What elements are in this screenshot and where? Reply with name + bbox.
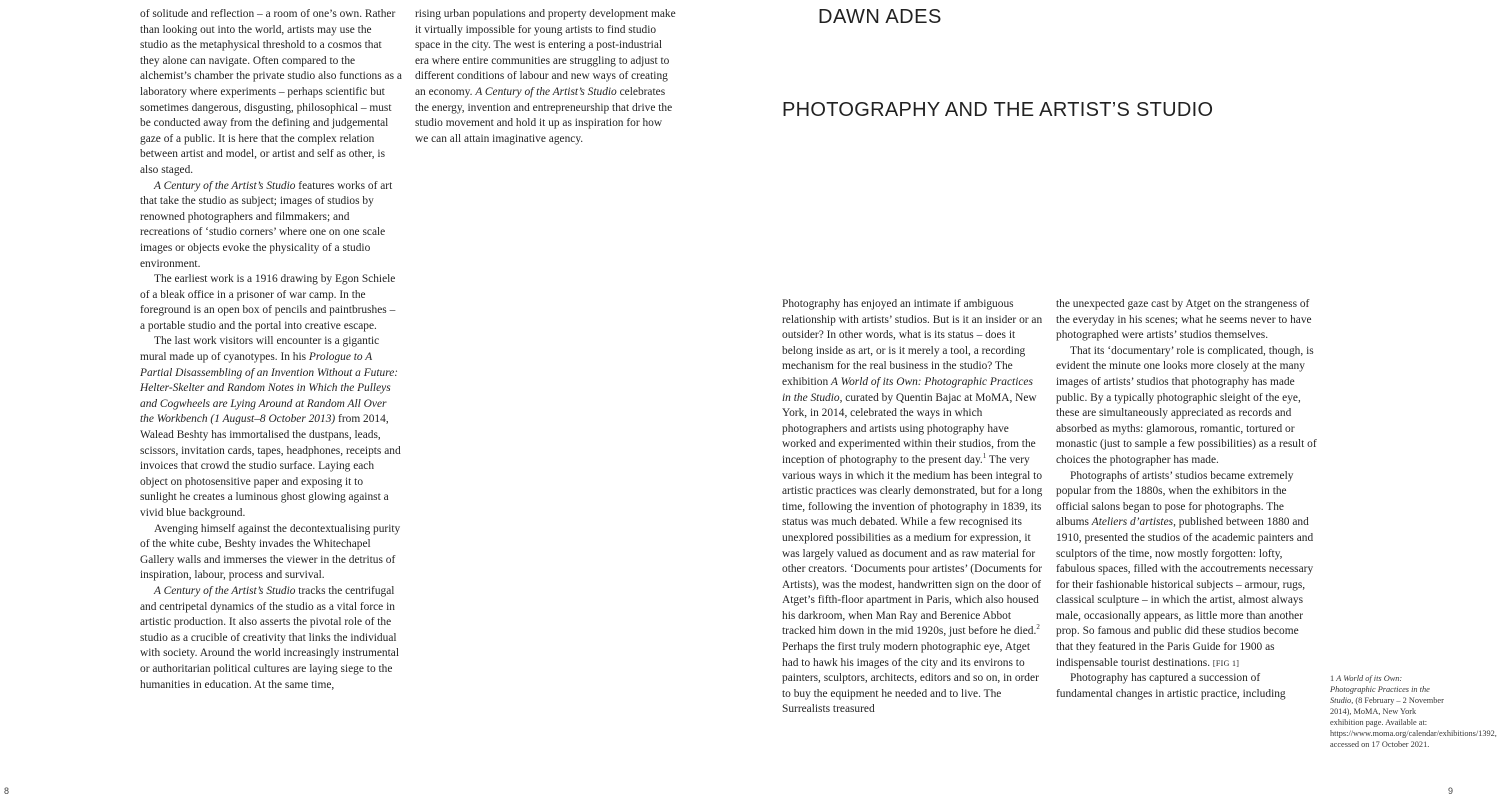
body-text-column-1 [140, 7, 402, 693]
paragraph [140, 7, 402, 179]
text-run: features works of art that take the studio as subject; images of studios by renowned photographers and filmmakers; and recreations of ‘studio corners’ where one on one scale images or objects evoke the physicality of a studio environment. [140, 179, 393, 270]
text-run: That its ‘documentary’ role is complicated, though, is evident the minute one looks more closely at the many images of artists’ studios that photography has made public. By a typically photographic sleight of the eye, these are simultaneously appreciated as records and absorbed as myths: glamorous, romantic, tortured or monastic (just to sample a few possibilities) as a result of choices the photographer has made. [1056, 344, 1317, 466]
essay-title: PHOTOGRAPHY AND THE ARTIST’S STUDIO [782, 99, 1214, 121]
author-name: DAWN ADES [818, 6, 942, 28]
body-text-column-4 [1056, 297, 1318, 702]
paragraph [415, 7, 677, 147]
text-run: The very various ways in which it the medium has been integral to artistic practices was clearly demonstrated, but for a long time, following the invention of photography in 1839, its status was much debated. While a few recognised its unexplored possibilities as a medium for expression, it was largely valued as document and as raw material for other creators. ‘Documents pour artistes’ (Documents for Artists), was the modest, handwritten sign on the door of Atget’s fifth-floor apartment in Paris, which also housed his darkroom, when Man Ray and Berenice Abbot tracked him down in the mid 1920s, just before he died. [782, 453, 1043, 638]
text-run: Photographs of artists’ studios became extremely popular from the 1880s, when the exhibitors in the official salons began to pose for photographs. The albums [1056, 469, 1294, 529]
italic-text: A World of its Own: Photographic Practices in the Studio [782, 375, 1033, 404]
italic-text: A World of its Own: Photographic Practices in the Studio [1330, 674, 1430, 705]
page-number-right: 9 [1448, 786, 1454, 796]
paragraph [1056, 297, 1318, 344]
text-run: rising urban populations and property development make it virtually impossible for young artists to find studio space in the city. The west is entering a post-industrial era where entire communities are struggling to adjust to different conditions of labour and new ways of creating an economy. [415, 8, 676, 98]
text-run: The last work visitors will encounter is a gigantic mural made up of cyanotypes. In his [140, 335, 380, 364]
paragraph [140, 584, 402, 693]
figure-reference: [FIG 1] [1212, 658, 1240, 668]
body-text-column-2 [415, 7, 677, 147]
text-run: The earliest work is a 1916 drawing by Egon Schiele of a bleak office in a prisoner of war camp. In the foreground is an open box of pencils and paintbrushes – a portable studio and the portal into creative escape. [140, 273, 396, 332]
paragraph [140, 334, 402, 521]
text-run: celebrates the energy, invention and entrepreneurship that drive the studio movement and hold it up as inspiration for how we can all attain imaginative agency. [415, 85, 673, 145]
text-run: , curated by Quentin Bajac at MoMA, New York, in 2014, celebrated the ways in which photographers and artists using photography have worked and experimented within their studios, from the inception of photography to the present day. [782, 391, 1037, 466]
italic-text: A Century of the Artist’s Studio [154, 179, 296, 192]
footnote-reference: 1 [982, 452, 987, 461]
body-text-column-3 [782, 297, 1044, 718]
text-run: Photography has captured a succession of fundamental changes in artistic practice, including [1056, 672, 1286, 700]
text-run: , (8 February – 2 November 2014), MoMA, New York exhibition page. Available at: https://www.moma.org/calendar/exhibitions/1392, accessed on 17 October 2021. [1330, 696, 1497, 749]
text-run: the unexpected gaze cast by Atget on the strangeness of the everyday in his scenes; what he seems never to have photographed were artists’ studios themselves. [1056, 298, 1312, 342]
italic-text: A Century of the Artist’s Studio [154, 584, 296, 597]
text-run: from 2014, Walead Beshty has immortalised the dustpans, leads, scissors, invitation cards, tapes, headphones, receipts and invoices that crowd the studio surface. Laying each object on photosensitive paper and exposing it to sunlight he creates a luminous ghost glowing against a vivid blue background. [140, 413, 401, 519]
paragraph [1056, 469, 1318, 672]
text-run: , published between 1880 and 1910, presented the studios of the academic painters and sculptors of the time, now mostly forgotten: lofty, fabulous spaces, filled with the accoutrements necessary for their fashionable historical subjects – armour, rugs, classical sculpture – in which the artist, almost always male, occasionally appears, as little more than another prop. So famous and public did these studios become that they featured in the Paris Guide for 1900 as indispensable tourist destinations. [1056, 516, 1314, 669]
text-run: 1 [1330, 674, 1337, 683]
italic-text: A Century of the Artist’s Studio [475, 85, 617, 98]
text-run: Photography has enjoyed an intimate if ambiguous relationship with artists’ studios. But is it an insider or an outsider? In other words, what is its status – does it belong inside as art, or is it merely a tool, a recording mechanism for the real business in the studio? The exhibition [782, 298, 1043, 388]
footnote-reference: 2 [1036, 623, 1040, 632]
paragraph [140, 179, 402, 273]
paragraph [1056, 671, 1318, 702]
paragraph [140, 272, 402, 334]
italic-text: Ateliers d’artistes [1091, 516, 1174, 529]
paragraph [140, 522, 402, 584]
footnote [1330, 673, 1497, 750]
text-run: Avenging himself against the decontextualising purity of the white cube, Beshty invades the Whitechapel Gallery walls and immerses the viewer in the detritus of inspiration, labour, process and survival. [140, 522, 401, 582]
page-number-left: 8 [4, 786, 10, 796]
text-run: Perhaps the first truly modern photographic eye, Atget had to hawk his images of the city and its environs to painters, sculptors, architects, editors and so on, in order to buy the equipment he needed and to live. The Surrealists treasured [782, 641, 1039, 716]
text-run: of solitude and reflection – a room of one’s own. Rather than looking out into the world, artists may use the studio as the metaphysical threshold to a cosmos that they alone can navigate. Often compared to the alchemist’s chamber the private studio also functions as a laboratory where experiments – perhaps scientific but sometimes dangerous, disgusting, philosophical – must be conducted away from the defining and judgemental gaze of a public. It is here that the complex relation between artist and model, or artist and self as other, is also staged. [140, 8, 402, 176]
text-run: tracks the centrifugal and centripetal dynamics of the studio as a vital force in artistic production. It also asserts the pivotal role of the studio as a crucible of creativity that links the individual with society. Around the world increasingly instrumental or authoritarian political cultures are laying siege to the humanities in education. At the same time, [140, 584, 399, 691]
italic-text: Prologue to A Partial Disassembling of an Invention Without a Future: Helter-Skelter and Random Notes in Which the Pulleys and Cogwheels are Lying Around at Random All Over the Workbench (1 August–8 October 2013) [140, 351, 399, 426]
paragraph [1056, 344, 1318, 469]
paragraph [782, 297, 1044, 718]
